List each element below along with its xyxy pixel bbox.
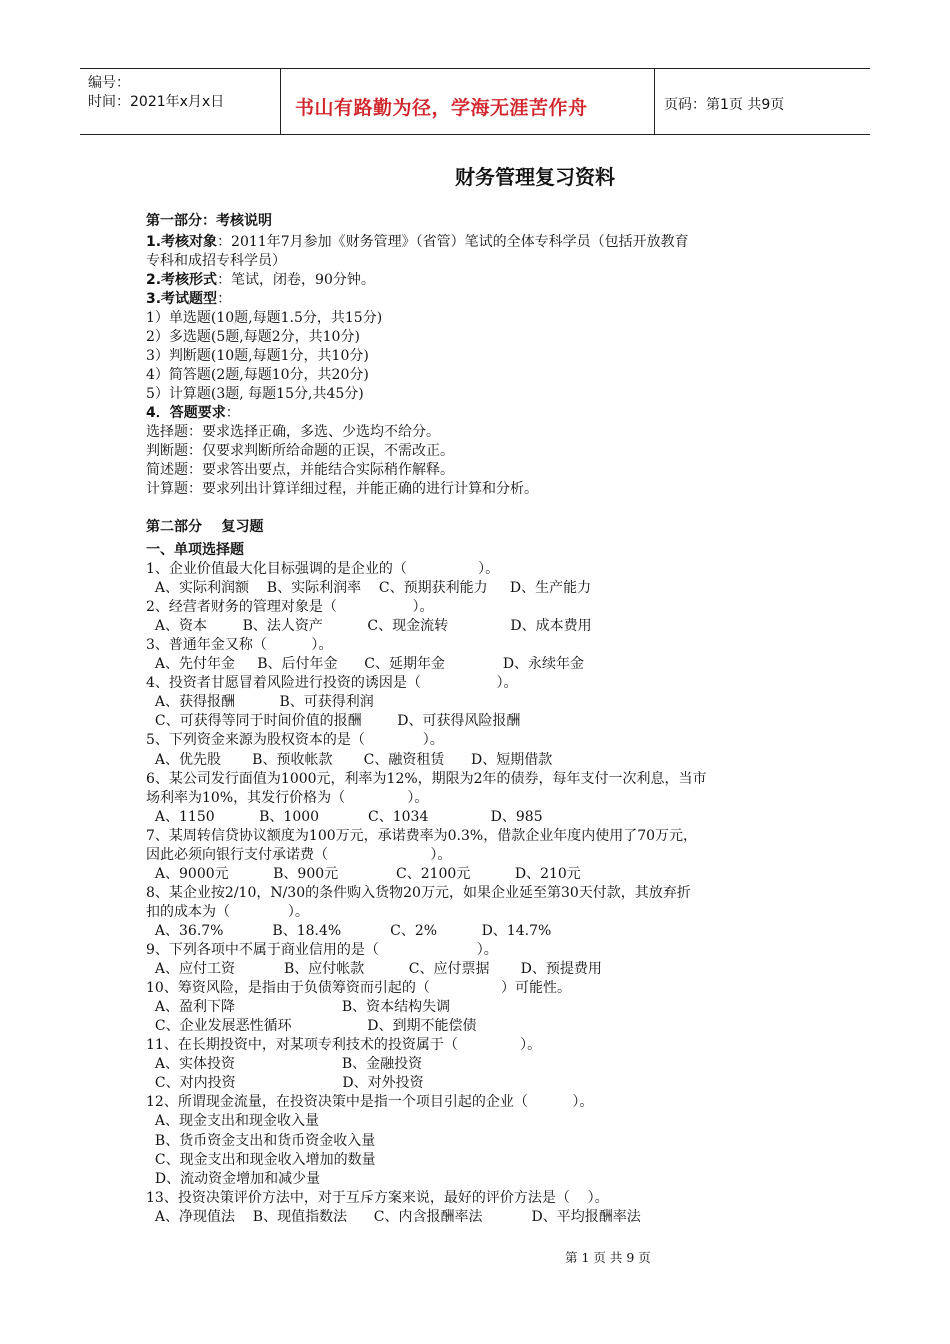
question-line: A、资本 B、法人资产 C、现金流转 D、成本费用 <box>146 618 592 635</box>
question-line: A、1150 B、1000 C、1034 D、985 <box>146 808 543 825</box>
part2-subheading: 一、单项选择题 <box>146 542 244 558</box>
question-line: 12、所谓现金流量，在投资决策中是指一个项目引起的企业（ ）。 <box>146 1094 594 1111</box>
part2-heading: 第二部分 复习题 <box>146 519 264 535</box>
part1-line <box>146 271 375 290</box>
part1-line <box>146 233 689 252</box>
part1-line-text: 3）判断题(10题,每题1分，共10分) <box>146 348 369 364</box>
question-line: A、36.7% B、18.4% C、2% D、14.7% <box>146 922 552 939</box>
part1-line <box>146 290 231 309</box>
question-line: 8、某企业按2/10，N/30的条件购入货物20万元，如果企业延至第30天付款，其放弃折 <box>146 884 691 901</box>
question-line: A、盈利下降 B、资本结构失调 <box>146 999 451 1016</box>
part1-line <box>146 252 286 271</box>
part1-line-text: 计算题：要求列出计算详细过程，并能正确的进行计算和分析。 <box>146 481 538 497</box>
part1-line-label: 4．答题要求 <box>146 405 226 421</box>
question-line: 3、普通年金又称（ ）。 <box>146 637 333 654</box>
part1-line-text: ：笔试，闭卷，90分钟。 <box>217 272 375 288</box>
header-top-rule <box>80 68 870 69</box>
question-line: 5、下列资金来源为股权资本的是（ ）。 <box>146 732 444 749</box>
part1-line <box>146 347 369 366</box>
header-date: 时间：2021年x月x日 <box>88 94 225 110</box>
part1-line <box>146 480 538 499</box>
question-line: 13、投资决策评价方法中，对于互斥方案来说，最好的评价方法是（ ）。 <box>146 1189 609 1206</box>
header-divider-left <box>280 68 281 135</box>
question-line: A、先付年金 B、后付年金 C、延期年金 D、永续年金 <box>146 656 585 673</box>
question-line: A、现金支出和现金收入量 <box>146 1113 320 1130</box>
part1-line-text: 选择题：要求选择正确，多选、少选均不给分。 <box>146 424 440 440</box>
part1-line <box>146 366 369 385</box>
part1-line-text: 简述题：要求答出要点，并能结合实际稍作解释。 <box>146 462 454 478</box>
part1-line <box>146 309 382 328</box>
question-line: C、企业发展恶性循环 D、到期不能偿债 <box>146 1018 477 1035</box>
question-line: A、获得报酬 B、可获得利润 <box>146 694 374 711</box>
question-line: 11、在长期投资中，对某项专利技术的投资属于（ ）。 <box>146 1037 542 1054</box>
question-line: B、货币资金支出和货币资金收入量 <box>146 1132 376 1149</box>
question-line: 9、下列各项中不属于商业信用的是（ ）。 <box>146 942 498 958</box>
page-footer: 第 1 页 共 9 页 <box>565 1250 651 1265</box>
question-line: A、优先股 B、预收帐款 C、融资租赁 D、短期借款 <box>146 751 553 768</box>
header-page-info: 页码：第1页 共9页 <box>664 97 785 113</box>
part1-line-text: 1）单选题(10题,每题1.5分，共15分) <box>146 310 383 326</box>
part1-line-label: 3.考试题型 <box>146 291 218 307</box>
question-line: 2、经营者财务的管理对象是（ ）。 <box>146 599 434 616</box>
question-line: A、应付工资 B、应付帐款 C、应付票据 D、预提费用 <box>146 961 602 978</box>
question-line: A、实际利润额 B、实际利润率 C、预期获利能力 D、生产能力 <box>146 580 592 597</box>
question-line: C、可获得等同于时间价值的报酬 D、可获得风险报酬 <box>146 713 521 730</box>
question-line: A、净现值法 B、现值指数法 C、内含报酬率法 D、平均报酬率法 <box>146 1208 641 1225</box>
part1-line-text: 2）多选题(5题,每题2分，共10分) <box>146 329 360 345</box>
part1-line <box>146 328 360 347</box>
question-line: C、对内投资 D、对外投资 <box>146 1075 424 1092</box>
part1-line-text: ： <box>225 405 240 421</box>
question-line: 7、某周转信贷协议额度为100万元，承诺费率为0.3%，借款企业年度内使用了70万元， <box>146 827 698 844</box>
question-line: 4、投资者甘愿冒着风险进行投资的诱因是（ ）。 <box>146 675 518 692</box>
header-bottom-rule <box>80 134 870 135</box>
part1-line <box>146 461 454 480</box>
question-line: 10、筹资风险，是指由于负债筹资而引起的（ ）可能性。 <box>146 980 572 997</box>
question-line: 场利率为10%，其发行价格为（ ）。 <box>146 789 429 806</box>
part1-line <box>146 385 364 404</box>
question-line: 1、企业价值最大化目标强调的是企业的（ ）。 <box>146 561 500 577</box>
part1-line <box>146 423 440 442</box>
question-line: C、现金支出和现金收入增加的数量 <box>146 1151 376 1168</box>
question-line: A、实体投资 B、金融投资 <box>146 1056 423 1073</box>
document-title: 财务管理复习资料 <box>455 165 615 189</box>
part1-line-label: 1.考核对象 <box>146 234 218 250</box>
part1-line-text: 判断题：仅要求判断所给命题的正误，不需改正。 <box>146 443 454 459</box>
part1-line-text: ：2011年7月参加《财务管理》（省管）笔试的全体专科学员（包括开放教育 <box>217 234 689 250</box>
part1-line <box>146 442 454 461</box>
part1-line-text: 专科和成招专科学员） <box>146 253 286 269</box>
part1-line-text: ： <box>217 291 232 307</box>
part1-line-text: 5）计算题(3题, 每题15分,共45分) <box>146 386 364 402</box>
question-line: D、流动资金增加和减少量 <box>146 1170 321 1187</box>
question-line: 因此必须向银行支付承诺费（ ）。 <box>146 846 452 863</box>
part1-heading: 第一部分：考核说明 <box>146 213 272 229</box>
part1-line <box>146 404 240 423</box>
part1-line-label: 2.考核形式 <box>146 272 218 288</box>
header-divider-right <box>654 68 655 135</box>
header-motto: 书山有路勤为径，学海无涯苦作舟 <box>295 97 588 119</box>
part1-line-text: 4）简答题(2题,每题10分，共20分) <box>146 367 369 383</box>
header-number-label: 编号： <box>88 75 130 91</box>
question-line: 扣的成本为（ ）。 <box>146 903 309 920</box>
question-line: A、9000元 B、900元 C、2100元 D、210元 <box>146 865 581 882</box>
question-line: 6、某公司发行面值为1000元，利率为12%，期限为2年的债券，每年支付一次利息，当市 <box>146 770 707 787</box>
